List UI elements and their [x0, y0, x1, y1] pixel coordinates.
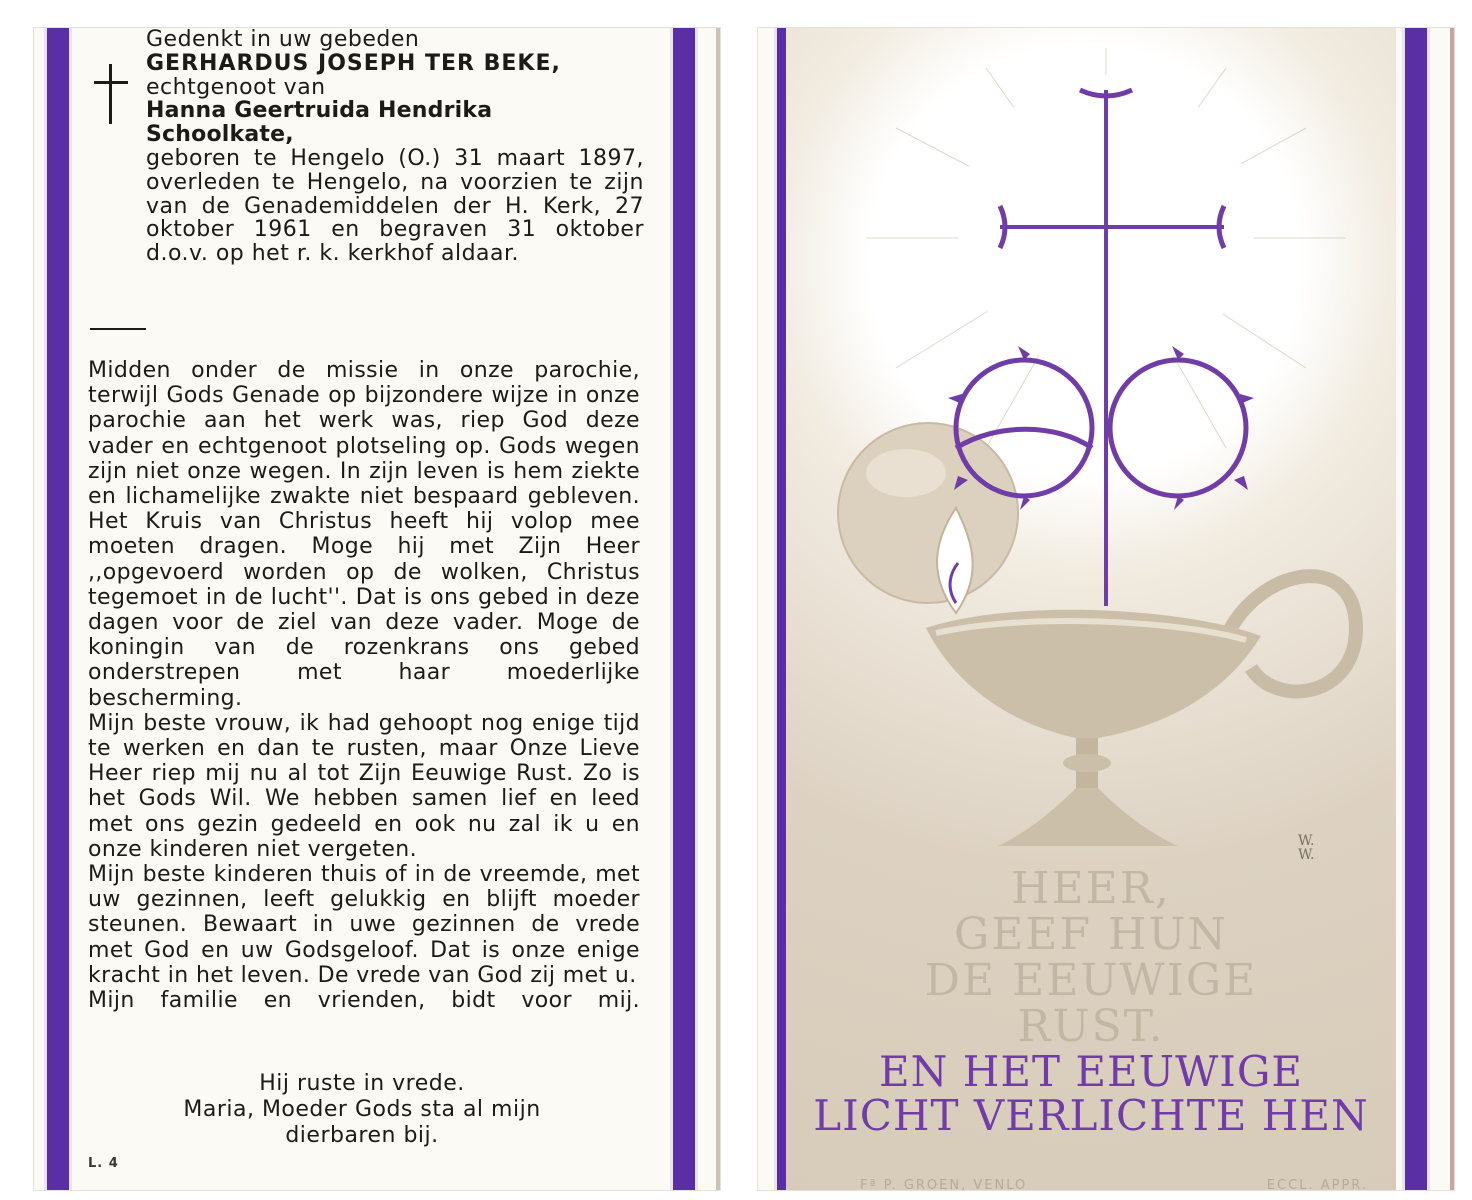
memorial-header [146, 28, 644, 266]
motto-line-5: EN HET EEUWIGE [878, 1047, 1304, 1096]
motto-line-4: RUST. [1017, 1001, 1165, 1052]
motto-line-2: GEEF HUN [954, 909, 1228, 960]
paragraph-family: Mijn familie en vrienden, bidt voor mij. [88, 988, 640, 1014]
prayer-card-image-side [758, 28, 1454, 1193]
spouse-name: Hanna Geertruida Hendrika Schoolkate, [146, 98, 493, 148]
header-intro: Gedenkt in uw gebeden [146, 27, 420, 52]
memorial-text [88, 358, 640, 1013]
motto-line-6: LICHT VERLICHTE HEN [813, 1091, 1369, 1140]
ecclesiastical-approval: ECCL. APPR. [1266, 1178, 1368, 1193]
closing-line-2: Maria, Moeder Gods sta al mijn [183, 1097, 541, 1122]
motto-line-3: DE EEUWIGE [924, 955, 1258, 1006]
illustration-panel [786, 28, 1396, 1193]
left-violet-border [44, 28, 72, 1190]
spouse-intro: echtgenoot van [146, 74, 326, 100]
closing-prayer [140, 1071, 584, 1149]
cross-icon [94, 64, 128, 124]
right-violet-border [1402, 28, 1430, 1190]
closing-line-3: dierbaren bij. [285, 1123, 439, 1148]
paragraph-parish: Midden onder de missie in onze parochie, terwijl Gods Genade op bijzondere wijze in onze parochie aan het werk was, riep God deze vader en echtgenoot plotseling op. Gods wegen zijn niet onze wegen. In zijn leven is hem ziekte en lichamelijke zwakte niet bespaard gebleven. Het Kruis van Christus heeft hij volop mee moeten dragen. Moge hij met Zijn Heer ,,opgevoerd worden op de wolken, Christus tegemoet in de lucht''. Dat is ons gebed in deze dagen voor de ziel van deze vader. Moge de koningin van de rozenkrans ons gebed onderstrepen met haar moederlijke bescherming. [88, 358, 640, 711]
closing-line-1: Hij ruste in vrede. [259, 1071, 465, 1096]
paragraph-children: Mijn beste kinderen thuis of in de vreemde, met uw gezinnen, leeft gelukkig en blijft moeder steunen. Bewaart in uwe gezinnen de vrede met God en uw Godsgeloof. Dat is onze enige kracht in het leven. De vrede van God zij met u. [88, 862, 640, 988]
card-code: L. 4 [88, 1156, 119, 1171]
separator-dash [90, 328, 146, 330]
printer-credit: Fª P. GROEN, VENLO [860, 1178, 1028, 1193]
right-violet-border [670, 28, 698, 1190]
deceased-name: GERHARDUS JOSEPH TER BEKE, [146, 50, 561, 76]
birth-death-details: geboren te Hengelo (O.) 31 maart 1897, overleden te Hengelo, na voorzien te zijn van de Genademiddelen der H. Kerk, 27 oktober 1961 en begraven 31 oktober d.o.v. op het r. k. kerkhof aldaar. [146, 145, 644, 267]
motto-line-1: HEER, [1011, 863, 1171, 914]
artist-monogram: W. W. [1298, 833, 1315, 863]
motto-eternal-light [786, 1047, 1396, 1140]
paragraph-wife: Mijn beste vrouw, ik had gehoopt nog enige tijd te werken en dan te rusten, maar Onze Lieve Heer riep mij nu al tot Zijn Eeuwige Rust. Zo is het Gods Wil. We hebben samen lief en leed met ons gezin gedeeld en ook nu zal ik u en onze kinderen niet vergeten. [88, 710, 640, 862]
motto-eternal-rest [786, 863, 1396, 1052]
